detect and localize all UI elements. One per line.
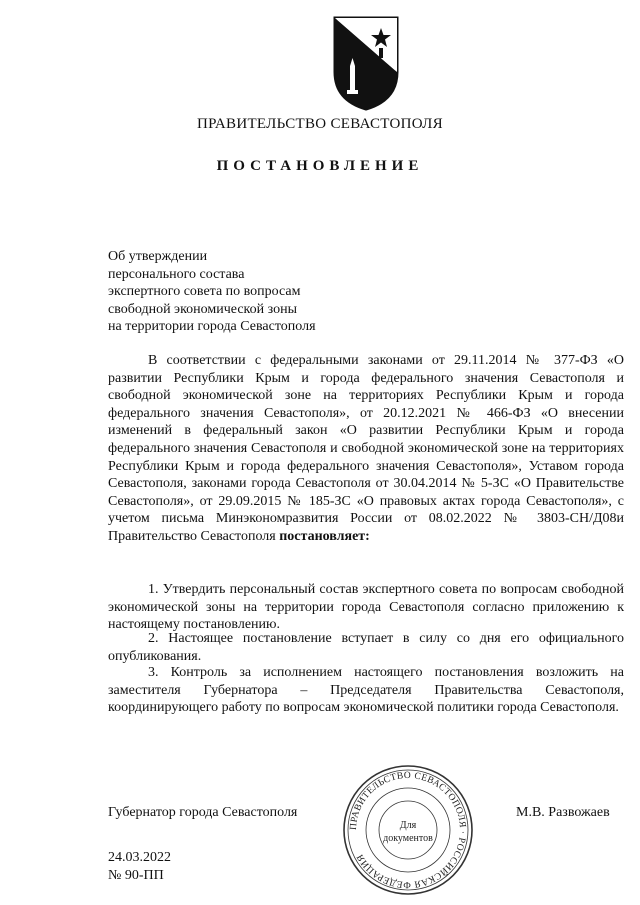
decree-item-text: 2. Настоящее постановление вступает в силу со дня его официального опубликования.	[108, 631, 624, 664]
subject-line: на территории города Севастополя	[108, 319, 316, 334]
decree-item-text: 3. Контроль за исполнением настоящего постановления возложить на заместителя Губернатора – Председателя Правительства Севастополя, координирующего работу по вопросам экономической политики города Севастополя.	[108, 665, 624, 716]
seal-center-line1: Для	[399, 820, 417, 831]
resolves-keyword: постановляет:	[279, 528, 370, 544]
seal-center-line2: документов	[383, 833, 433, 844]
seal-ring-text: ПРАВИТЕЛЬСТВО СЕВАСТОПОЛЯ · РОССИЙСКАЯ ФЕДЕРАЦИЯ	[348, 770, 468, 890]
subject-line: экспертного совета по вопросам	[108, 284, 301, 299]
decree-item-2	[108, 630, 624, 665]
sevastopol-coat-of-arms-icon	[329, 14, 403, 112]
document-number: № 90-ПП	[108, 868, 164, 883]
document-subject	[108, 248, 316, 336]
signer-title: Губернатор города Севастополя	[108, 805, 298, 820]
document-date: 24.03.2022	[108, 850, 171, 865]
subject-line: свободной экономической зоны	[108, 301, 297, 317]
subject-line: Об утверждении	[108, 249, 208, 264]
signer-name: М.В. Развожаев	[516, 805, 610, 820]
subject-line: персонального состава	[108, 266, 245, 282]
preamble-text: В соответствии с федеральными законами от 29.11.2014 № 377-ФЗ «О развитии Республики Крым и города федерального значения Севастополя и свободной экономической зоне на территориях Республики Крым и города федерального значения Севастополя», от 20.12.2021 № 466-ФЗ «О внесении изменений в федеральный закон «О развитии Республики Крым и города федерального значения Севастополя и свободной экономической зоне на территориях Республики Крым и города федерального значения Севастополя», Уставом города Севастополя, законами города Севастополя от 30.04.2014 № 5-ЗС «О Правительстве Севастополя», от 29.09.2015 № 185-ЗС «О правовых актах города Севастополя», с учетом письма Минэкономразвития России от 08.02.2022 № 3803-СН/Д08и Правительство Севастополя	[108, 353, 624, 544]
document-type-title: ПОСТАНОВЛЕНИЕ	[216, 158, 424, 174]
decree-item-1	[108, 581, 624, 634]
decree-item-text: 1. Утвердить персональный состав экспертного совета по вопросам свободной экономической зоны на территории города Севастополя согласно приложению к настоящему постановлению.	[108, 582, 624, 633]
official-seal	[340, 762, 476, 898]
preamble-paragraph	[108, 352, 624, 546]
government-name: ПРАВИТЕЛЬСТВО СЕВАСТОПОЛЯ	[197, 116, 443, 132]
decree-item-3	[108, 664, 624, 717]
